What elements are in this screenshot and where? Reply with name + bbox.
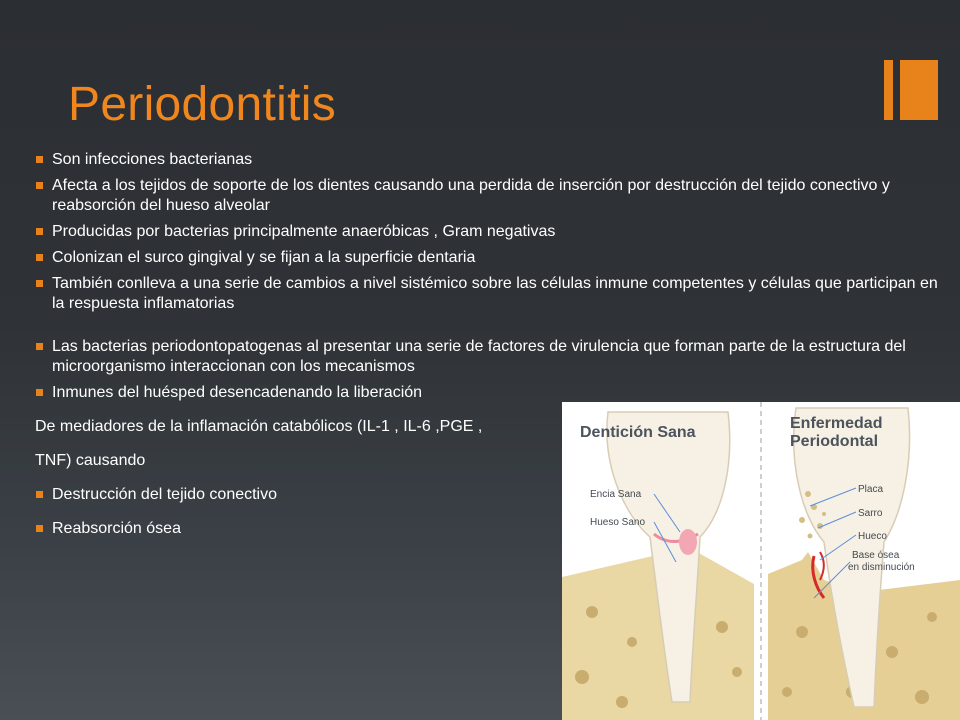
tooth-illustration [562, 402, 960, 720]
label-base-osea: Base ósea [852, 550, 900, 561]
periodontal-diagram [562, 402, 960, 720]
label-placa: Placa [858, 484, 884, 495]
bullet-item: Son infecciones bacterianas [35, 150, 940, 170]
heading-healthy: Dentición Sana [580, 424, 696, 441]
bullet-item: Las bacterias periodontopatogenas al presentar una serie de factores de virulencia que forman parte de la estructura del microorganismo interaccionan con los mecanismos [35, 337, 940, 377]
heading-disease-line1: Enfermedad [790, 415, 883, 432]
body-text-line: TNF) causando [35, 452, 146, 469]
bullet-item: Reabsorción ósea [35, 519, 940, 539]
label-hueco: Hueco [858, 531, 887, 542]
bullet-item: Inmunes del huésped desencadenando la liberación [35, 383, 940, 403]
bullet-item: Afecta a los tejidos de soporte de los dientes causando una perdida de inserción por destrucción del tejido conectivo y reabsorción del hueso alveolar [35, 176, 940, 216]
bullet-item: Colonizan el surco gingival y se fijan a la superficie dentaria [35, 248, 940, 268]
body-text-line: De mediadores de la inflamación catabólicos (IL-1 , IL-6 ,PGE , [35, 418, 483, 435]
healthy-gum [679, 529, 697, 555]
decorative-bar-thin [884, 60, 893, 120]
label-hueso-sano: Hueso Sano [590, 517, 646, 528]
bullet-item: También conlleva a una serie de cambios a nivel sistémico sobre las células inmune competentes y células que participan en la respuesta inflamatorias [35, 274, 940, 314]
label-base-osea-disminucion: en disminución [848, 562, 915, 573]
slide-title: Periodontitis [68, 78, 337, 131]
label-sarro: Sarro [858, 508, 883, 519]
heading-disease-line2: Periodontal [790, 433, 879, 450]
label-encia-sana: Encia Sana [590, 489, 642, 500]
decorative-bar-thick [900, 60, 938, 120]
bullet-item: Producidas por bacterias principalmente anaeróbicas , Gram negativas [35, 222, 940, 242]
bullet-item: Destrucción del tejido conectivo [35, 485, 940, 505]
